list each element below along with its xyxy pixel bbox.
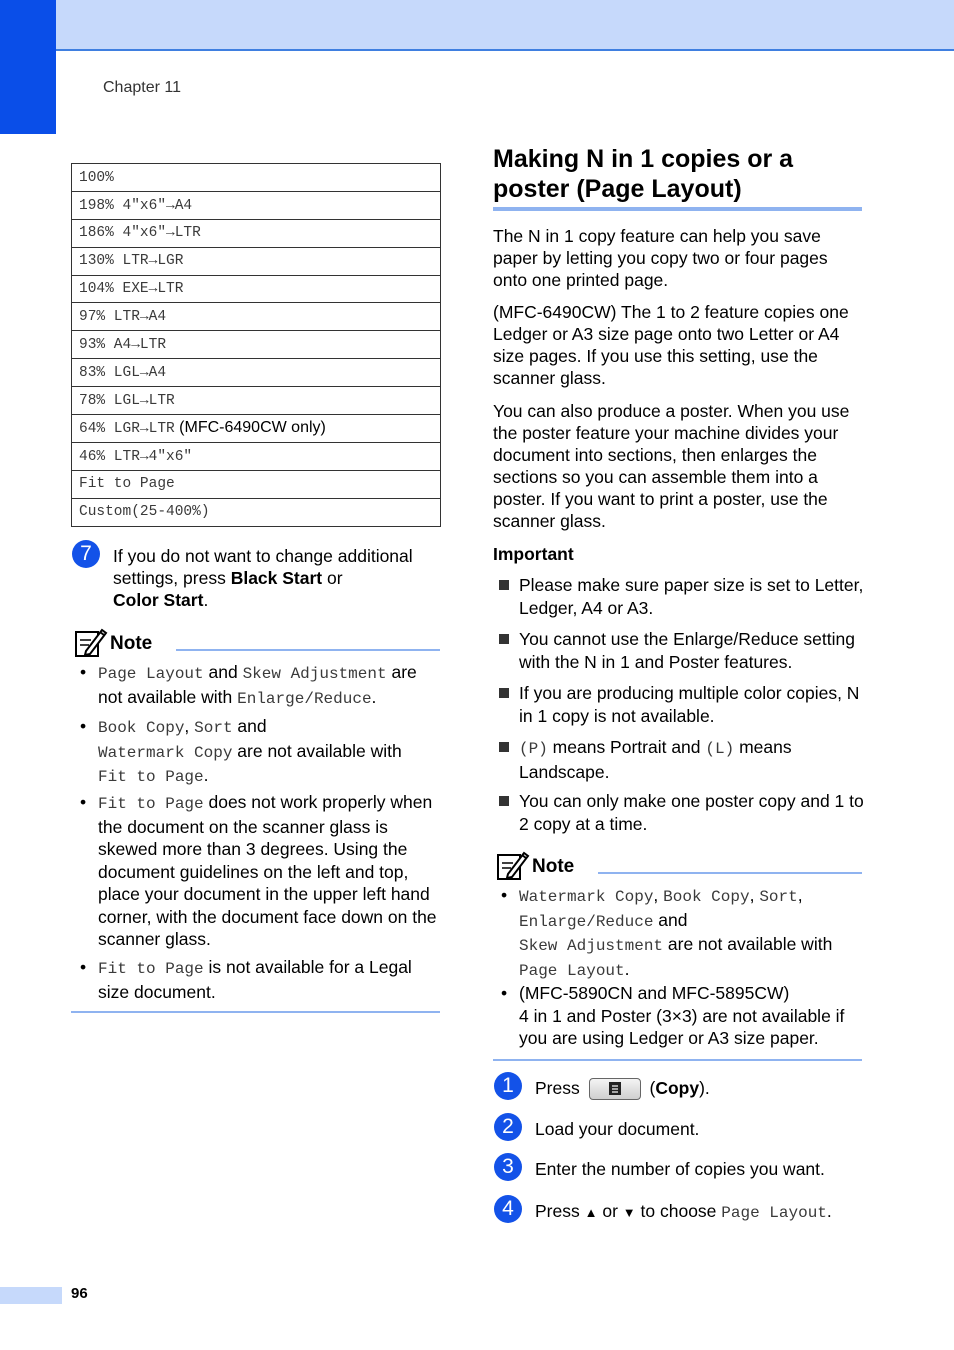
paragraph: (MFC-6490CW) The 1 to 2 feature copies one Ledger or A3 size page onto two Letter or A4 size pages. If you use this setting, use the scanner glass. xyxy=(493,302,849,388)
important-label: Important xyxy=(493,544,574,564)
step-3-badge: 3 xyxy=(494,1153,522,1181)
down-arrow-icon: ▼ xyxy=(622,1205,636,1220)
chapter-tab xyxy=(0,0,56,134)
zoom-table-row xyxy=(72,191,441,219)
section-title: Making N in 1 copies or a poster (Page Layout) xyxy=(493,145,794,203)
zoom-table-row xyxy=(72,303,441,331)
note-bullet: • Fit to Page is not available for a Legal size document. xyxy=(80,957,412,1002)
note-pencil-icon xyxy=(74,627,108,659)
zoom-table-cell: 83% LGL→A4 xyxy=(72,359,441,387)
important-item: If you are producing multiple color copies, N in 1 copy is not available. xyxy=(519,682,869,727)
note-pencil-icon xyxy=(496,850,530,882)
important-item: Please make sure paper size is set to Letter, Ledger, A4 or A3. xyxy=(519,574,869,619)
zoom-table-cell: 130% LTR→LGR xyxy=(72,247,441,275)
note-rule xyxy=(176,649,440,651)
paragraph: The N in 1 copy feature can help you save paper by letting you copy two or four pages onto one printed page. xyxy=(493,226,828,290)
header-band xyxy=(0,0,954,51)
zoom-table-row xyxy=(72,247,441,275)
note-bullet: • Fit to Page does not work properly when the document on the scanner glass is skewed more than 3 degrees. Using the document guidelines on the left and top, place your document in the upper left hand corner, with the document face down on the scanner glass. xyxy=(80,792,437,949)
zoom-table-row xyxy=(72,164,441,192)
zoom-table-row xyxy=(72,331,441,359)
zoom-table-row xyxy=(72,442,441,470)
note-rule xyxy=(598,872,862,874)
step-7-badge: 7 xyxy=(72,540,100,568)
zoom-table-cell: 100% xyxy=(72,164,441,192)
zoom-table-cell: 78% LGL→LTR xyxy=(72,387,441,415)
enlarge-reduce-table xyxy=(71,163,441,527)
paragraph: You can also produce a poster. When you use the poster feature your machine divides your document into sections, then enlarges the sections so you can assemble them into a poster. If you want to print a poster, use the scanner glass. xyxy=(493,401,850,531)
note-bullet: • (MFC-5890CN and MFC-5895CW) 4 in 1 and Poster (3×3) are not available if you are using Ledger or A3 size paper. xyxy=(501,983,845,1048)
title-rule xyxy=(493,207,862,211)
step-3-text: Enter the number of copies you want. xyxy=(535,1159,825,1179)
note-end-rule xyxy=(71,1011,440,1013)
note-header-right xyxy=(496,850,864,884)
copy-icon xyxy=(608,1081,622,1096)
zoom-table-cell: 198% 4"x6"→A4 xyxy=(72,191,441,219)
step-1-text: Press (Copy). xyxy=(535,1077,865,1100)
zoom-table-cell: 97% LTR→A4 xyxy=(72,303,441,331)
note-bullet: • Watermark Copy, Book Copy, Sort, Enlarge/Reduce and Skew Adjustment are not available with Page Layout. xyxy=(501,885,833,980)
zoom-table-row xyxy=(72,219,441,247)
note-label: Note xyxy=(532,856,575,877)
zoom-table-cell: Fit to Page xyxy=(72,470,441,498)
important-item: You cannot use the Enlarge/Reduce setting with the N in 1 and Poster features. xyxy=(519,628,869,673)
up-arrow-icon: ▲ xyxy=(584,1205,598,1220)
copy-button[interactable] xyxy=(589,1078,641,1100)
zoom-table-cell: 46% LTR→4"x6" xyxy=(72,442,441,470)
note-end-rule xyxy=(493,1059,862,1061)
zoom-table-cell: 104% EXE→LTR xyxy=(72,275,441,303)
note-bullet: • Page Layout and Skew Adjustment are not available with Enlarge/Reduce. xyxy=(80,662,417,708)
zoom-table-cell: 93% A4→LTR xyxy=(72,331,441,359)
important-item: (P) means Portrait and (L) means Landscape. xyxy=(519,736,869,783)
zoom-table-cell: 64% LGR→LTR (MFC-6490CW only) xyxy=(72,415,441,443)
chapter-label: Chapter 11 xyxy=(103,79,181,96)
zoom-table-cell: Custom(25-400%) xyxy=(72,498,441,526)
note-bullet: • Book Copy, Sort and Watermark Copy are not available with Fit to Page. xyxy=(80,716,402,786)
zoom-table-row xyxy=(72,498,441,526)
page-number: 96 xyxy=(71,1285,88,1302)
step-1-badge: 1 xyxy=(494,1072,522,1100)
step-2-text: Load your document. xyxy=(535,1119,700,1139)
zoom-table-row xyxy=(72,387,441,415)
note-header-left xyxy=(74,627,442,661)
zoom-table-row xyxy=(72,275,441,303)
note-label: Note xyxy=(110,633,153,654)
zoom-table-cell: 186% 4"x6"→LTR xyxy=(72,219,441,247)
zoom-table-row xyxy=(72,470,441,498)
step-4-badge: 4 xyxy=(494,1195,522,1223)
step-2-badge: 2 xyxy=(494,1113,522,1141)
page-tab xyxy=(0,1287,62,1304)
step-4-text: Press ▲ or ▼ to choose Page Layout. xyxy=(535,1201,832,1222)
zoom-table-row xyxy=(72,359,441,387)
important-item: You can only make one poster copy and 1 to 2 copy at a time. xyxy=(519,790,869,835)
step-7-text: If you do not want to change additional settings, press Black Start or Color Start. xyxy=(113,546,413,610)
zoom-table-row xyxy=(72,415,441,443)
